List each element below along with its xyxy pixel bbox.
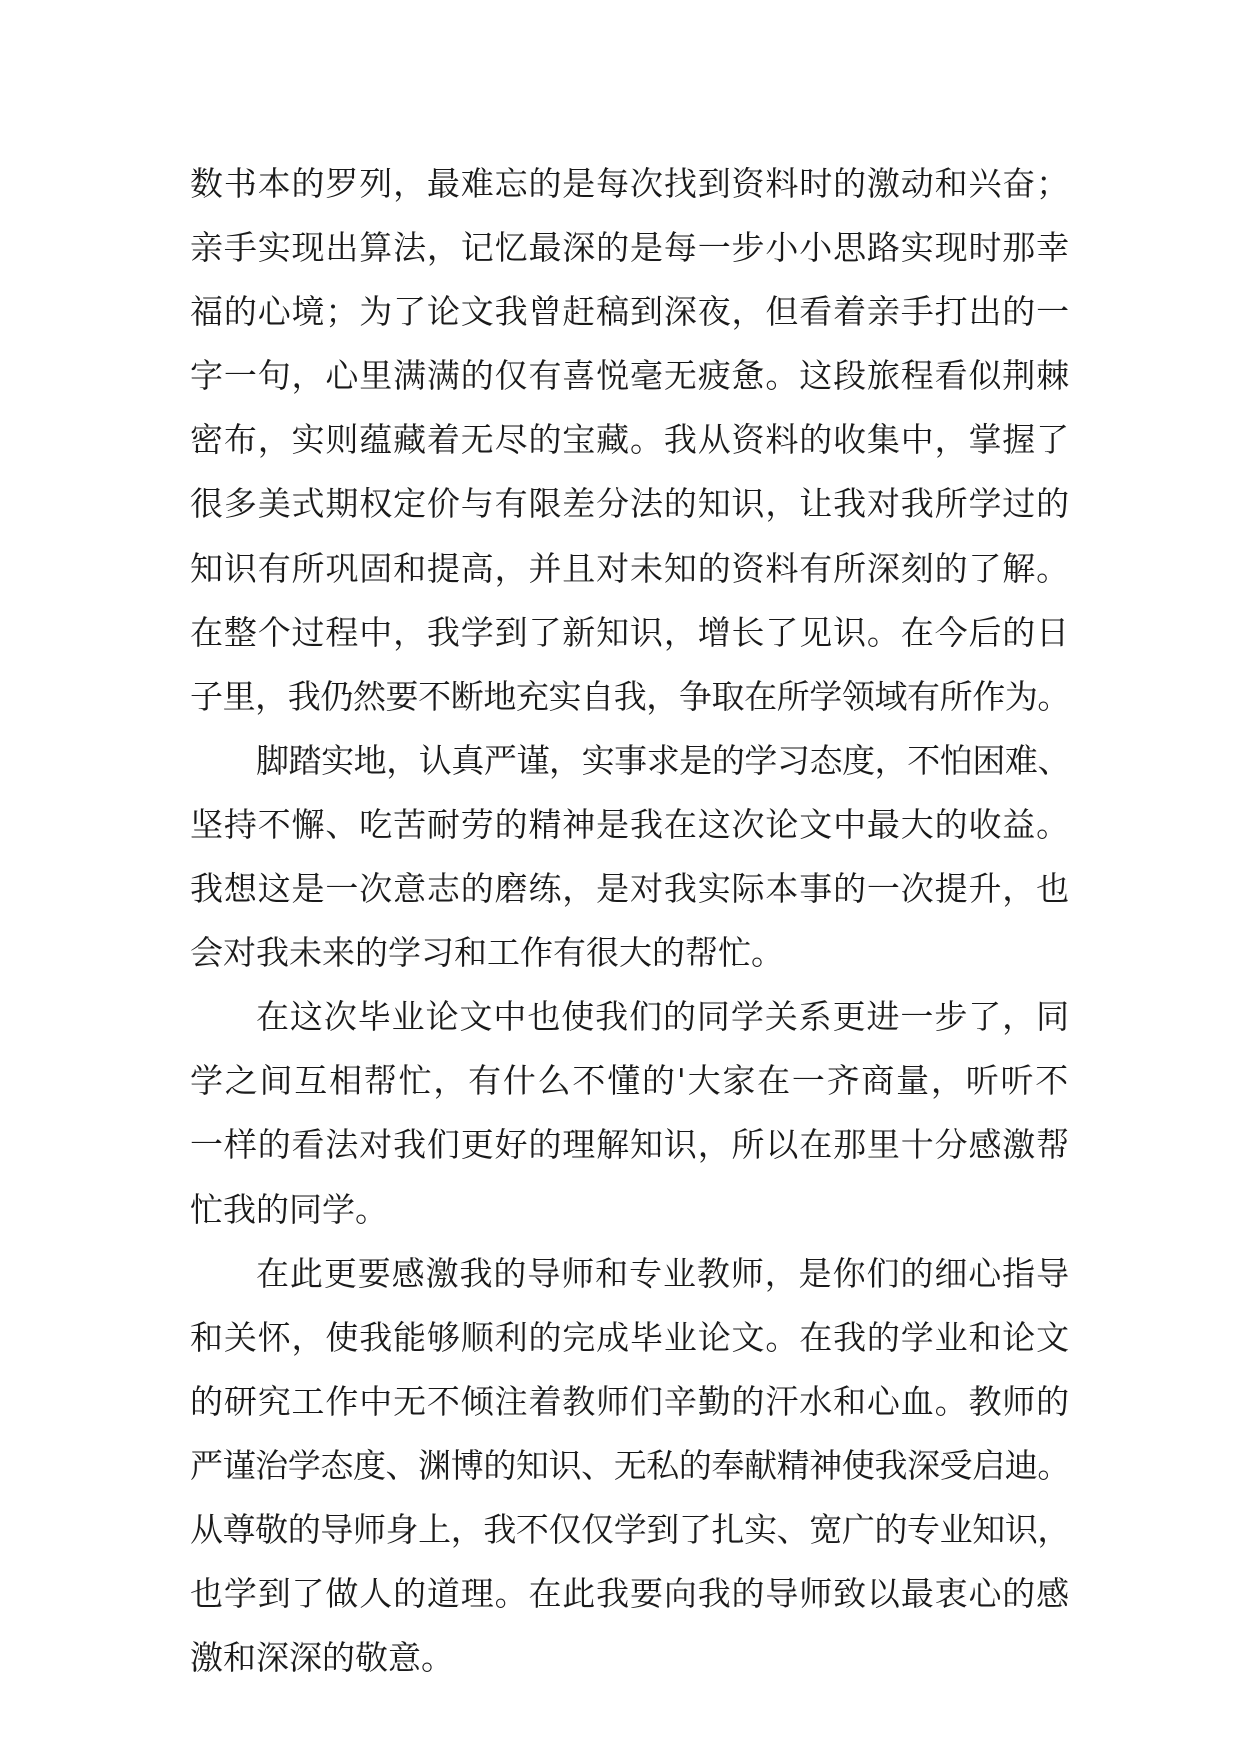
text-line: 和关怀，使我能够顺利的完成毕业论文。在我的学业和论文 [190, 1317, 1070, 1357]
text-line: 知识有所巩固和提高，并且对未知的资料有所深刻的了解。 [190, 548, 1070, 588]
text-line: 会对我未来的学习和工作有很大的帮忙。 [190, 933, 784, 973]
text-line: 坚持不懈、吃苦耐劳的精神是我在这次论文中最大的收益。 [190, 804, 1070, 844]
text-line: 学之间互相帮忙，有什么不懂的'大家在一齐商量，听听不 [190, 1061, 1070, 1101]
text-line: 严谨治学态度、渊博的知识、无私的奉献精神使我深受启迪。 [190, 1445, 1071, 1485]
text-line: 数书本的罗列，最难忘的是每次找到资料时的激动和兴奋； [190, 164, 1070, 203]
text-line: 亲手实现出算法，记忆最深的是每一步小小思路实现时那幸 [190, 228, 1070, 268]
body-text [190, 150, 1070, 1688]
text-line: 一样的看法对我们更好的理解知识，所以在那里十分感激帮 [190, 1125, 1070, 1165]
text-line: 激和深深的敬意。 [190, 1638, 454, 1678]
text-line: 的研究工作中无不倾注着教师们辛勤的汗水和心血。教师的 [190, 1381, 1070, 1421]
text-line: 子里，我仍然要不断地充实自我，争取在所学领域有所作为。 [190, 676, 1071, 716]
text-line: 我想这是一次意志的磨练，是对我实际本事的一次提升，也 [190, 869, 1070, 909]
text-line: 也学到了做人的道理。在此我要向我的导师致以最衷心的感 [190, 1574, 1070, 1614]
text-line: 密布，实则蕴藏着无尽的宝藏。我从资料的收集中，掌握了 [190, 420, 1070, 460]
text-line: 福的心境；为了论文我曾赶稿到深夜，但看着亲手打出的一 [190, 292, 1070, 332]
text-line: 很多美式期权定价与有限差分法的知识，让我对我所学过的 [190, 484, 1070, 524]
paragraph-first-line: 在此更要感激我的导师和专业教师，是你们的细心指导 [256, 1253, 1070, 1293]
paragraph-first-line: 在这次毕业论文中也使我们的同学关系更进一步了，同 [256, 997, 1070, 1037]
text-line: 从尊敬的导师身上，我不仅仅学到了扎实、宽广的专业知识， [190, 1509, 1071, 1549]
paragraph-first-line: 脚踏实地，认真严谨，实事求是的学习态度，不怕困难、 [256, 740, 1071, 780]
text-line: 在整个过程中，我学到了新知识，增长了见识。在今后的日 [190, 612, 1070, 652]
text-line: 字一句，心里满满的仅有喜悦毫无疲惫。这段旅程看似荆棘 [190, 356, 1070, 396]
text-line: 忙我的同学。 [190, 1189, 388, 1229]
